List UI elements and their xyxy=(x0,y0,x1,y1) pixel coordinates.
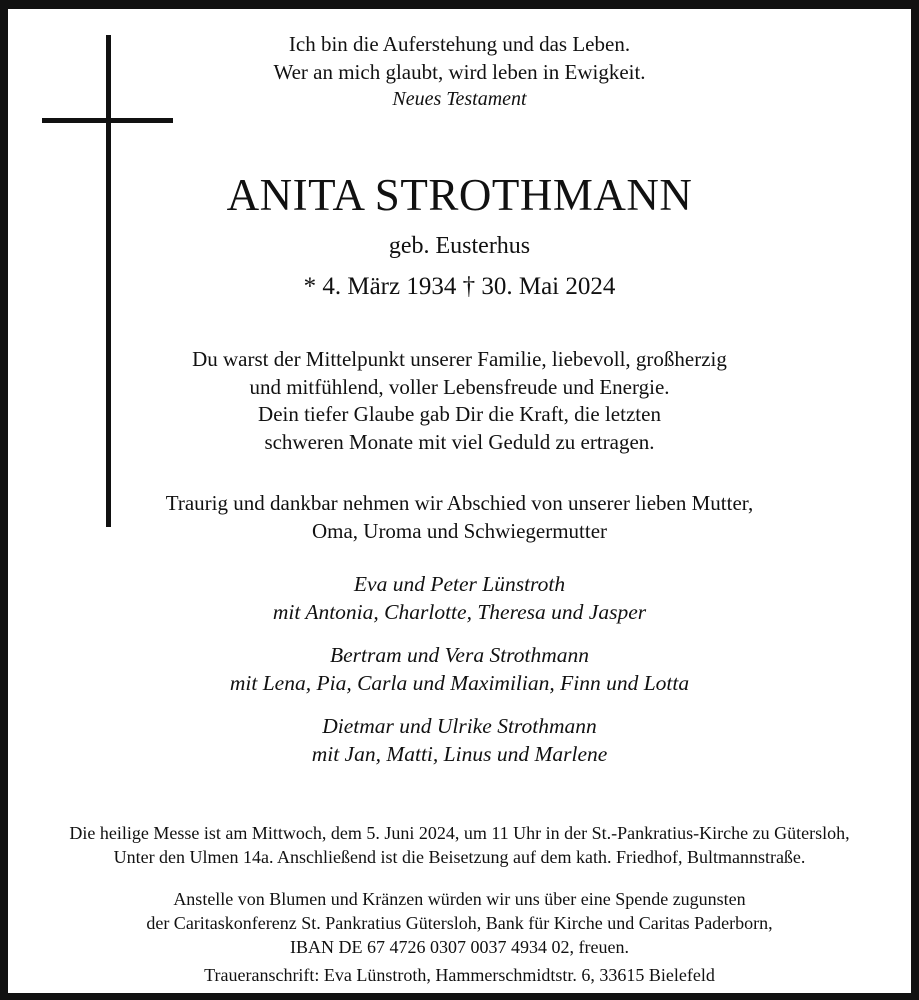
tribute-line-3: Dein tiefer Glaube gab Dir die Kraft, die letzten xyxy=(258,402,661,426)
family-group xyxy=(8,571,911,626)
tribute-text xyxy=(8,346,911,456)
family-children: mit Antonia, Charlotte, Theresa und Jasper xyxy=(272,599,647,624)
deceased-maiden-name: geb. Eusterhus xyxy=(388,233,531,259)
family-group xyxy=(8,713,911,768)
epigraph xyxy=(8,31,911,114)
donation-line-2: der Caritaskonferenz St. Pankratius Gütersloh, Bank für Kirche und Caritas Paderborn, xyxy=(146,913,773,933)
donation-iban: IBAN DE 67 4726 0307 0037 4934 02, freuen. xyxy=(290,937,629,957)
service-details xyxy=(8,821,911,869)
obituary-inner xyxy=(8,9,911,993)
tribute-line-4: schweren Monate mit viel Geduld zu ertragen. xyxy=(264,429,655,454)
family-children: mit Lena, Pia, Carla und Maximilian, Finn und Lotta xyxy=(229,670,690,695)
epigraph-source: Neues Testament xyxy=(392,88,527,110)
family-group xyxy=(8,642,911,697)
farewell-line-1: Traurig und dankbar nehmen wir Abschied von unserer lieben Mutter, xyxy=(165,491,754,515)
deceased-name: ANITA STROTHMANN xyxy=(226,170,693,220)
family-children: mit Jan, Matti, Linus und Marlene xyxy=(311,741,608,766)
family-list xyxy=(8,571,911,768)
service-line-2: Unter den Ulmen 14a. Anschließend ist die Beisetzung auf dem kath. Friedhof, Bultmannstraße. xyxy=(113,847,806,867)
farewell-line-2: Oma, Uroma und Schwiegermutter xyxy=(311,518,608,543)
family-parents: Dietmar und Ulrike Strothmann xyxy=(322,714,597,738)
tribute-line-2: und mitfühlend, voller Lebensfreude und Energie. xyxy=(249,374,670,399)
farewell-text xyxy=(8,490,911,545)
family-parents: Bertram und Vera Strothmann xyxy=(330,643,589,667)
epigraph-line-2: Wer an mich glaubt, wird leben in Ewigkeit. xyxy=(273,59,646,84)
deceased-dates: * 4. März 1934 † 30. Mai 2024 xyxy=(303,273,616,300)
tribute-line-1: Du warst der Mittelpunkt unserer Familie, liebevoll, großherzig xyxy=(192,347,727,371)
donation-line-1: Anstelle von Blumen und Kränzen würden wir uns über eine Spende zugunsten xyxy=(173,889,746,909)
epigraph-line-1: Ich bin die Auferstehung und das Leben. xyxy=(288,32,631,56)
condolence-address: Traueranschrift: Eva Lünstroth, Hammerschmidtstr. 6, 33615 Bielefeld xyxy=(204,965,715,985)
donation-request xyxy=(8,887,911,959)
family-parents: Eva und Peter Lünstroth xyxy=(353,572,566,596)
cross-horizontal-bar xyxy=(42,118,173,123)
service-line-1: Die heilige Messe ist am Mittwoch, dem 5. Juni 2024, um 11 Uhr in der St.-Pankratius-Kirche zu Gütersloh, xyxy=(69,823,850,843)
